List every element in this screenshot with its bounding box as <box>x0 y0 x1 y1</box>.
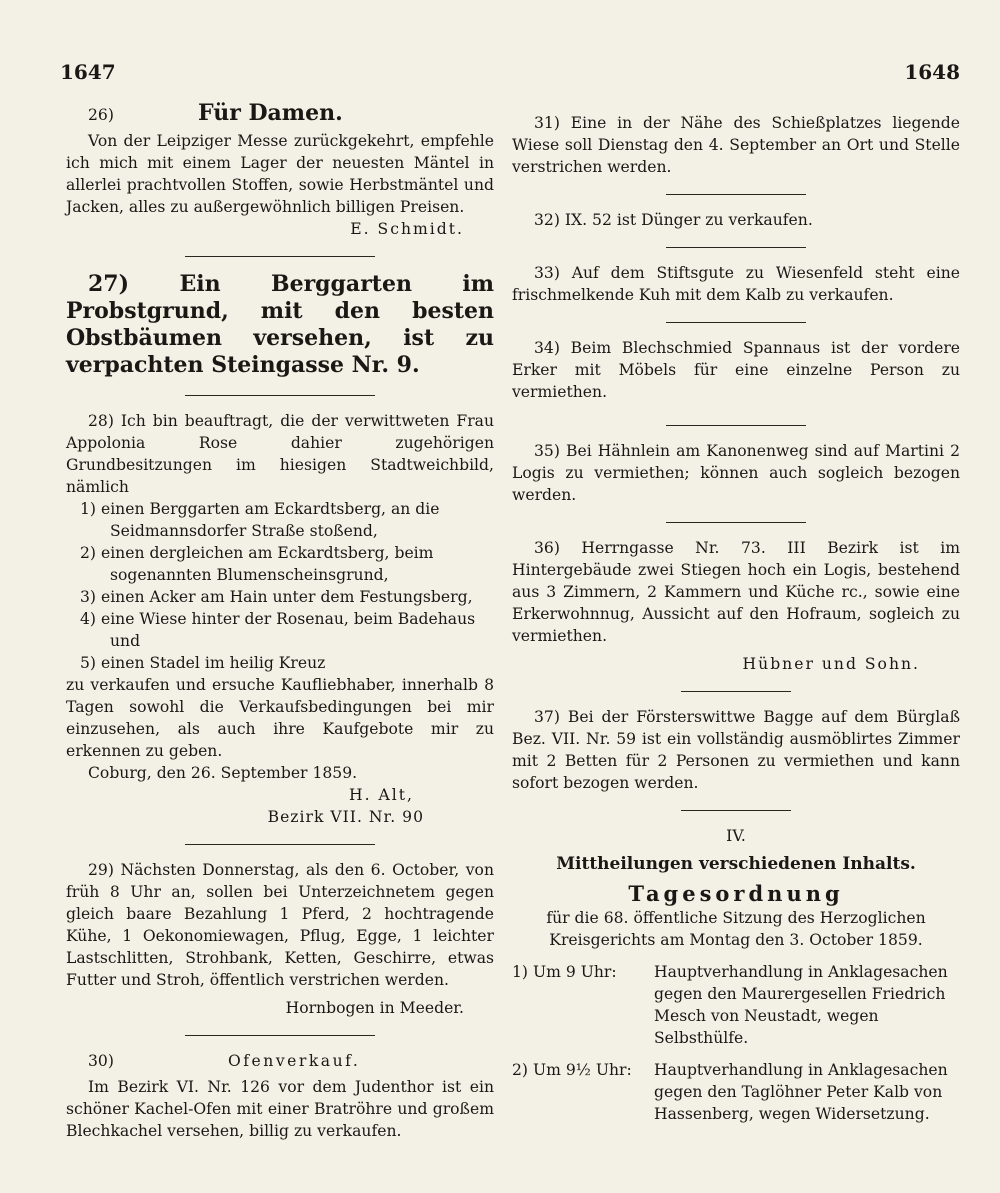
notice-32: 32) IX. 52 ist Dünger zu verkaufen. <box>534 211 813 229</box>
list-item: 5) einen Stadel im heilig Kreuz <box>80 654 326 672</box>
notice-31: 31) Eine in der Nähe des Schießplatzes liegende Wiese soll Dienstag den 4. September an Ort und Stelle verstrichen werden. <box>512 114 960 176</box>
separator <box>185 844 375 845</box>
notice-body: 36) Herrngasse Nr. 73. III Bezirk ist im Hintergebäude zwei Stiegen hoch ein Logis, bestehend aus 3 Zimmern, 2 Kammern und Küche rc., sowie eine Erkerwohnnug, Aussicht auf den Hofraum, sogleich zu vermiethen. <box>512 539 960 645</box>
section-title: Mittheilungen verschiedenen Inhalts. <box>556 854 916 874</box>
notice-outro: zu verkaufen und ersuche Kaufliebhaber, innerhalb 8 Tagen sowohl die Verkaufsbedingungen bei mir einzusehen, als auch ihre Kaufgebote mir zu erkennen zu geben. <box>66 676 494 760</box>
separator <box>681 810 791 811</box>
separator <box>666 425 806 426</box>
separator <box>666 322 806 323</box>
list-item: 4) eine Wiese hinter der Rosenau, beim Badehaus und <box>80 610 476 650</box>
notice-29 <box>66 859 494 1019</box>
separator <box>681 691 791 692</box>
agenda-time: 1) Um 9 Uhr: <box>512 963 617 981</box>
notice-body: 29) Nächsten Donnerstag, als den 6. October, von früh 8 Uhr an, sollen bei Unterzeichnetem gegen gleich baare Bezahlung 1 Pferd, 2 hochtragende Kühe, 1 Oekonomiewagen, Pflug, Egge, 1 leichter Lastschlitten, Strohbank, Ketten, Geschirre, etwas Futter und Stroh, öffentlich verstrichen werden. <box>66 861 494 989</box>
agenda-subtitle: für die 68. öffentliche Sitzung des Herzoglichen Kreisgerichts am Montag den 3. October 1859. <box>546 909 926 949</box>
section-numeral: IV. <box>726 827 746 845</box>
agenda-item <box>512 961 960 1049</box>
notice-number: 30) <box>88 1052 114 1070</box>
notice-28 <box>66 410 494 828</box>
right-column <box>512 112 960 1125</box>
notice-number: 26) <box>88 106 114 124</box>
notice-body: Von der Leipziger Messe zurückgekehrt, empfehle ich mich mit einem Lager der neuesten Mäntel in allerlei prachtvollen Stoffen, sowie Herbstmäntel und Jacken, alles zu außergewöhnlich billigen Preisen. <box>66 132 494 216</box>
notice-35: 35) Bei Hähnlein am Kanonenweg sind auf Martini 2 Logis zu vermiethen; können auch sogleich bezogen werden. <box>512 442 960 504</box>
list-item: 2) einen dergleichen am Eckardtsberg, beim sogenannten Blumenscheinsgrund, <box>80 544 434 584</box>
notice-signature: H. Alt, <box>349 786 414 804</box>
separator <box>666 247 806 248</box>
notice-27: 27) Ein Berggarten im Probstgrund, mit den besten Obstbäumen versehen, ist zu verpachten Steingasse Nr. 9. <box>66 271 494 378</box>
agenda-time: 2) Um 9½ Uhr: <box>512 1061 632 1079</box>
separator <box>185 395 375 396</box>
notice-26 <box>66 102 494 240</box>
left-column <box>66 102 494 1158</box>
notice-signature: E. Schmidt. <box>350 220 464 238</box>
agenda-title: Tagesordnung <box>628 881 844 906</box>
notice-30 <box>66 1050 494 1142</box>
notice-title: Ofenverkauf. <box>228 1052 361 1070</box>
notice-36 <box>512 537 960 675</box>
page-number-right: 1648 <box>904 60 960 84</box>
separator <box>666 194 806 195</box>
page-number-left: 1647 <box>60 60 116 84</box>
list-item: 3) einen Acker am Hain unter dem Festungsberg, <box>80 588 473 606</box>
notice-intro: 28) Ich bin beauftragt, die der verwittweten Frau Appolonia Rose dahier zugehörigen Grundbesitzungen im hiesigen Stadtweichbild, nämlich <box>66 412 494 496</box>
notice-body: Im Bezirk VI. Nr. 126 vor dem Judenthor ist ein schöner Kachel-Ofen mit einer Bratröhre und großem Blechkachel versehen, billig zu verkaufen. <box>66 1078 494 1140</box>
separator <box>666 522 806 523</box>
separator <box>185 256 375 257</box>
notice-signature: Hornbogen in Meeder. <box>285 999 464 1017</box>
signature-district: Bezirk VII. Nr. 90 <box>267 808 424 826</box>
notice-title: Für Damen. <box>198 100 343 126</box>
agenda-item <box>512 1059 960 1125</box>
place-date: Coburg, den 26. September 1859. <box>88 764 358 782</box>
separator <box>185 1035 375 1036</box>
notice-37: 37) Bei der Försterswittwe Bagge auf dem Bürglaß Bez. VII. Nr. 59 ist ein vollständig ausmöblirtes Zimmer mit 2 Betten für 2 Personen zu vermiethen und kann sofort bezogen werden. <box>512 708 960 792</box>
agenda-text: Hauptverhandlung in Anklagesachen gegen den Maurergesellen Friedrich Mesch von Neustadt, wegen Selbsthülfe. <box>654 963 948 1047</box>
notice-34: 34) Beim Blechschmied Spannaus ist der vordere Erker mit Möbels für eine einzelne Person zu vermiethen. <box>512 339 960 401</box>
notice-signature: Hübner und Sohn. <box>742 655 920 673</box>
list-item: 1) einen Berggarten am Eckardtsberg, an die Seidmannsdorfer Straße stoßend, <box>80 500 440 540</box>
agenda-text: Hauptverhandlung in Anklagesachen gegen den Taglöhner Peter Kalb von Hassenberg, wegen Widersetzung. <box>654 1061 948 1123</box>
notice-33: 33) Auf dem Stiftsgute zu Wiesenfeld steht eine frischmelkende Kuh mit dem Kalb zu verkaufen. <box>512 264 960 304</box>
